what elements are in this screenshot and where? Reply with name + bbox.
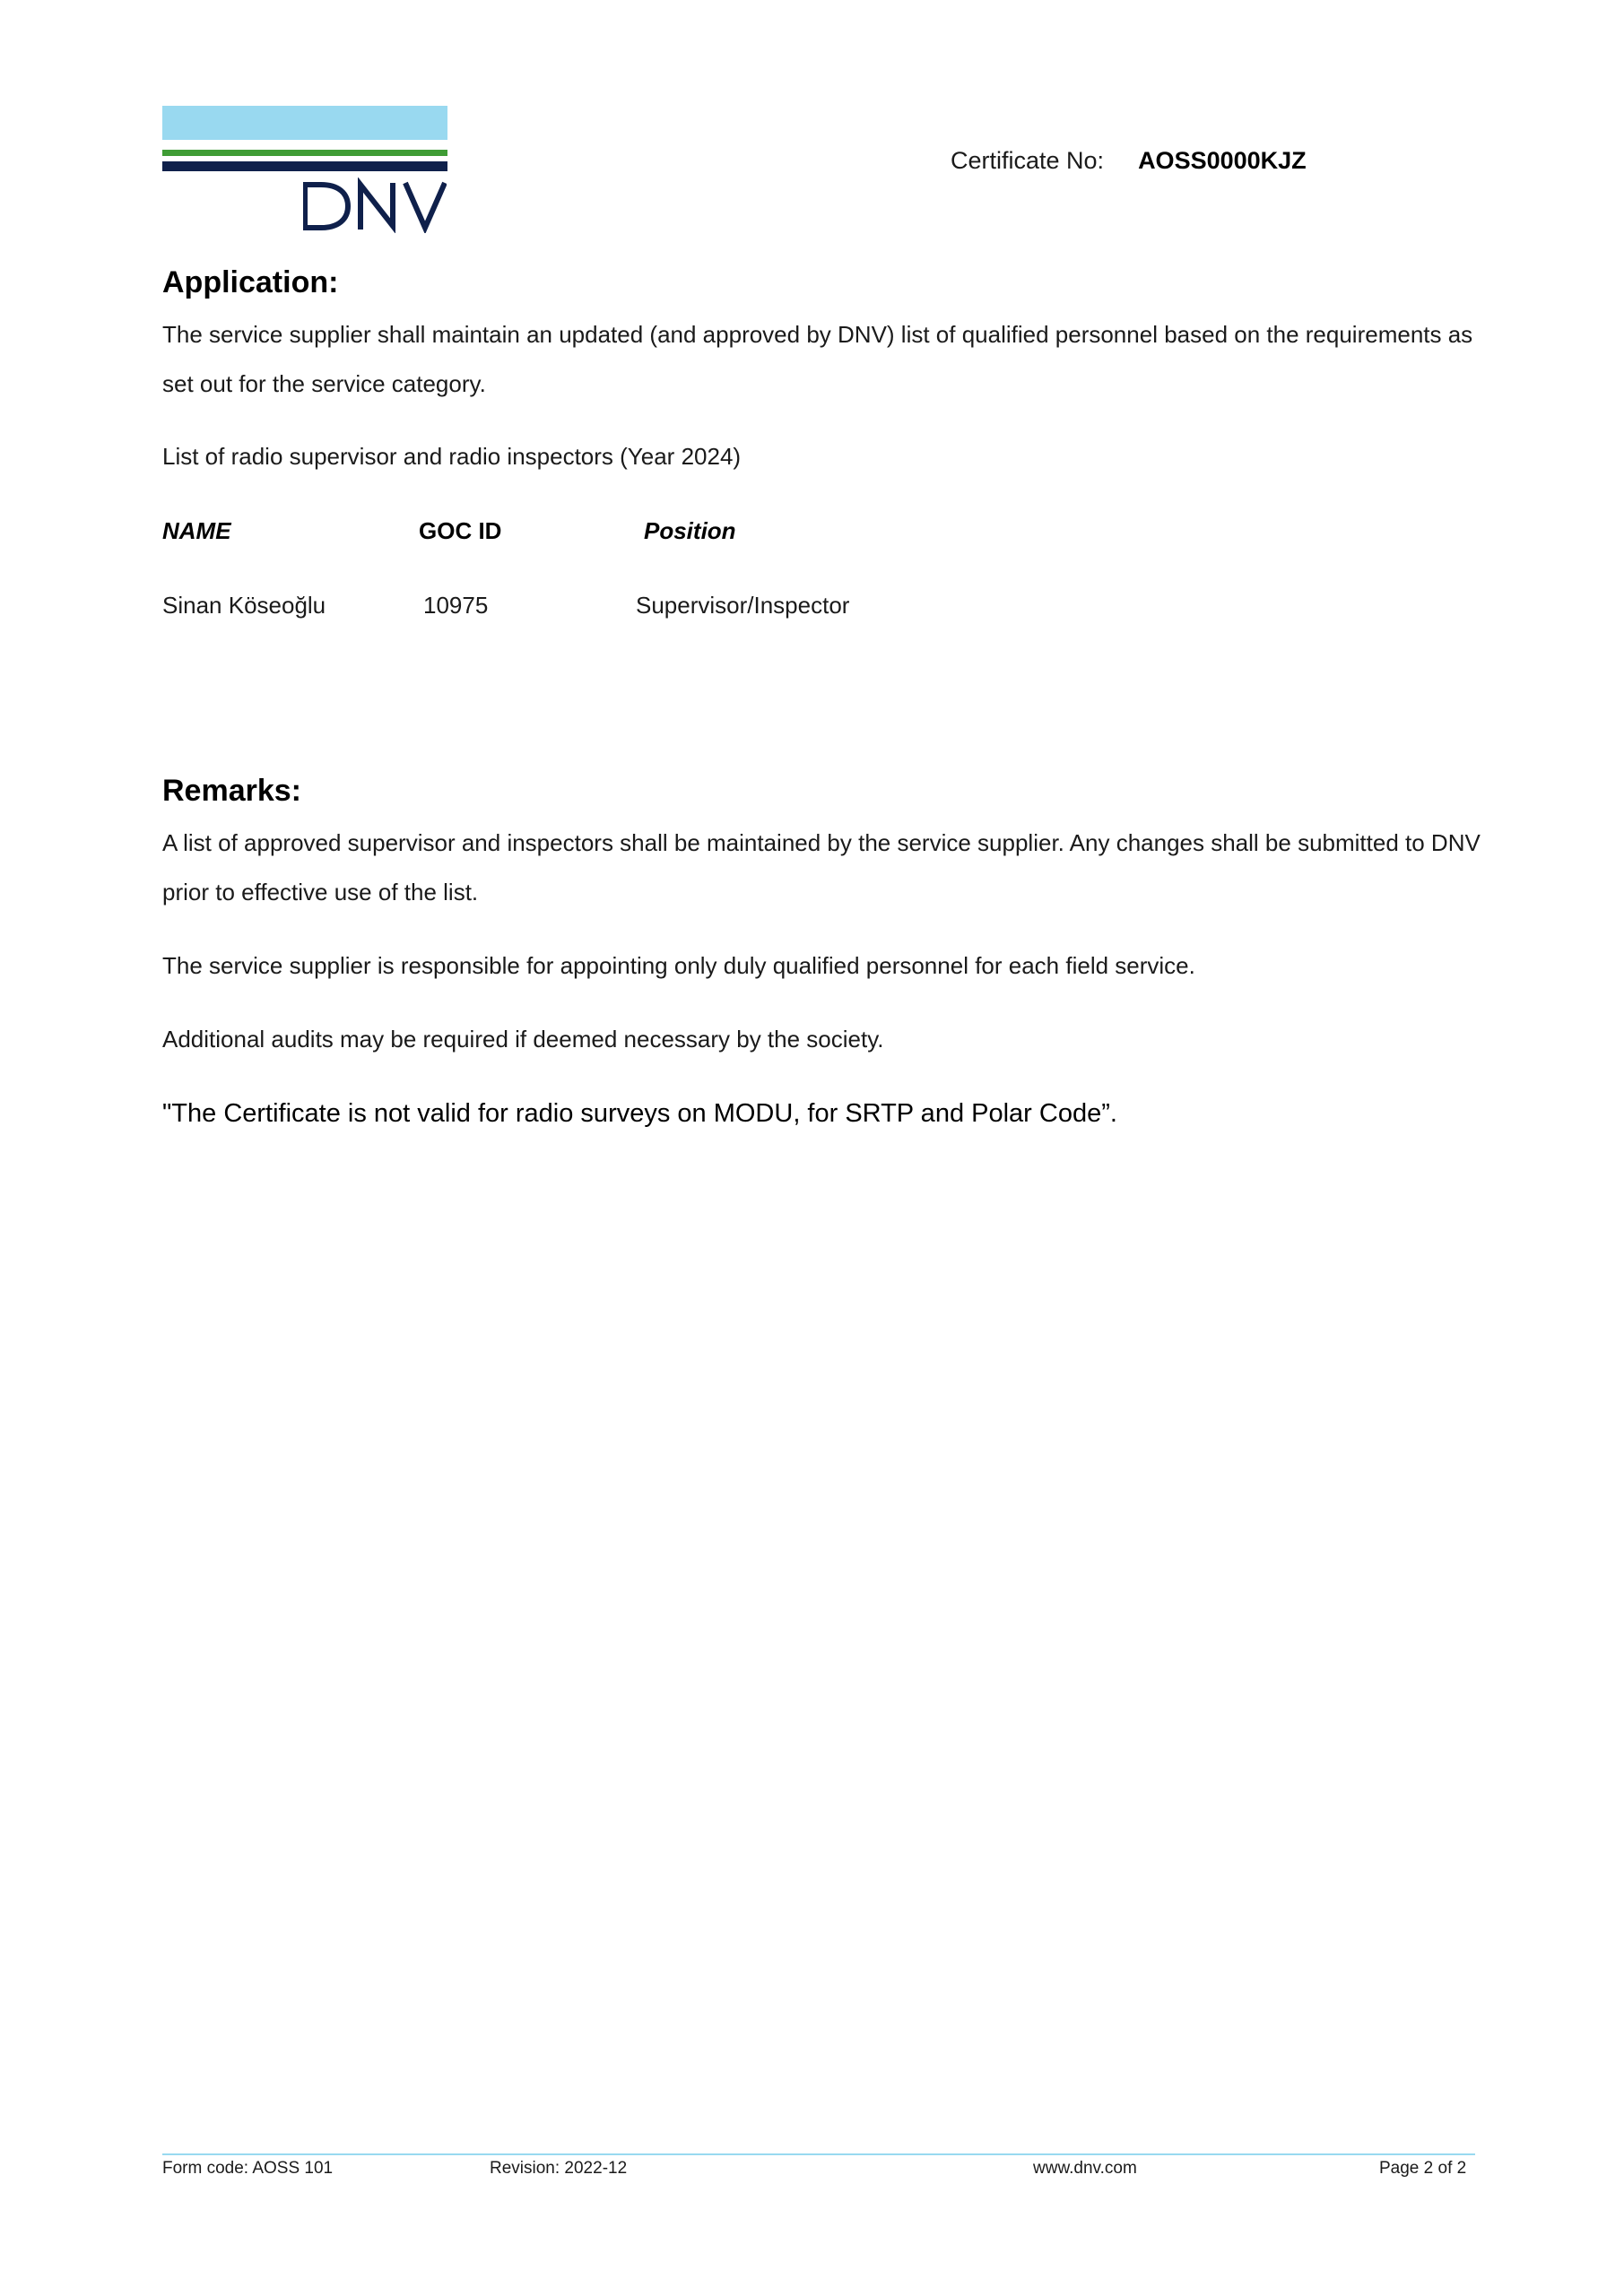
remarks-paragraph-changes: A list of approved supervisor and inspectors shall be maintained by the service supplier. Any changes shall be submitted to DNV prior to effective use of the list.: [162, 829, 1481, 905]
logo-bar-navy: [162, 161, 447, 171]
application-heading: Application:: [162, 265, 339, 299]
remarks-paragraph-responsibility: The service supplier is responsible for appointing only duly qualified personnel for each field service.: [162, 952, 1195, 979]
table-header-position: Position: [644, 517, 736, 544]
validity-note: "The Certificate is not valid for radio surveys on MODU, for SRTP and Polar Code”.: [162, 1099, 1117, 1128]
certificate-number-value: AOSS0000KJZ: [1138, 147, 1307, 174]
footer-page-number: Page 2 of 2: [1379, 2159, 1467, 2178]
footer-form-code: Form code: AOSS 101: [162, 2159, 334, 2178]
certificate-number-label: Certificate No:: [951, 147, 1105, 174]
table-cell-name: Sinan Köseoğlu: [162, 592, 326, 619]
application-paragraph: The service supplier shall maintain an updated (and approved by DNV) list of qualified personnel based on the requirements as set out for the service category.: [162, 321, 1473, 397]
footer-website: www.dnv.com: [1033, 2159, 1137, 2178]
table-header-name: NAME: [162, 517, 231, 544]
table-header-goc-id: GOC ID: [419, 517, 502, 544]
table-cell-goc-id: 10975: [423, 592, 489, 619]
logo-wordmark: [303, 178, 447, 233]
footer-revision: Revision: 2022-12: [490, 2159, 628, 2178]
certificate-number: [951, 147, 1307, 175]
table-cell-position: Supervisor/Inspector: [636, 592, 850, 619]
dnv-logo: [162, 106, 447, 231]
personnel-list-title: List of radio supervisor and radio inspectors (Year 2024): [162, 443, 742, 470]
footer-divider: [162, 2153, 1475, 2155]
logo-bar-light-blue: [162, 106, 447, 140]
remarks-paragraph-audits: Additional audits may be required if deemed necessary by the society.: [162, 1026, 884, 1053]
remarks-heading: Remarks:: [162, 774, 301, 808]
logo-bar-green: [162, 150, 447, 156]
